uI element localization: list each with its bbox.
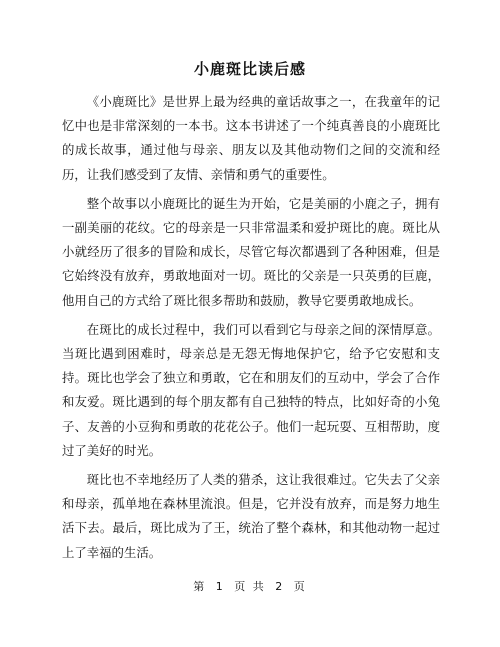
document-body (62, 90, 440, 570)
document-title: 小鹿斑比读后感 (193, 60, 306, 78)
paragraph-4: 斑比也不幸地经历了人类的猎杀，这让我很难过。它失去了父亲和母亲，孤单地在森林里流浪。但是，它并没有放弃，而是努力地生活下去。最后，斑比成为了王，统治了整个森林，和其他动物一起过上了幸福的生活。 (62, 472, 440, 560)
page-footer (0, 578, 500, 594)
footer-total-pages: 2 (275, 580, 285, 593)
paragraph-3: 在斑比的成长过程中，我们可以看到它与母亲之间的深情厚意。当斑比遇到困难时，母亲总是无怨无悔地保护它，给予它安慰和支持。斑比也学会了独立和勇敢，它在和朋友们的互动中，学会了合作和友爱。斑比遇到的每个朋友都有自己独特的特点，比如好奇的小兔子、友善的小豆狗和勇敢的花花公子。他们一起玩耍、互相帮助，度过了美好的时光。 (62, 321, 440, 458)
footer-prefix: 第 (193, 580, 207, 593)
paragraph-1: 《小鹿斑比》是世界上最为经典的童话故事之一，在我童年的记忆中也是非常深刻的一本书。这本书讲述了一个纯真善良的小鹿斑比的成长故事，通过他与母亲、朋友以及其他动物们之间的交流和经历，让我们感受到了友情、亲情和勇气的重要性。 (62, 94, 440, 182)
paragraph-2: 整个故事以小鹿斑比的诞生为开始，它是美丽的小鹿之子，拥有一副美丽的花纹。它的母亲是一只非常温柔和爱护斑比的鹿。斑比从小就经历了很多的冒险和成长，尽管它每次都遇到了各种困难，但是它始终没有放弃，勇敢地面对一切。斑比的父亲是一只英勇的巨鹿，他用自己的方式给了斑比很多帮助和鼓励，教导它要勇敢地成长。 (62, 195, 440, 308)
footer-middle: 页 共 (234, 580, 266, 593)
footer-suffix: 页 (293, 580, 307, 593)
footer-current-page: 1 (215, 580, 225, 593)
